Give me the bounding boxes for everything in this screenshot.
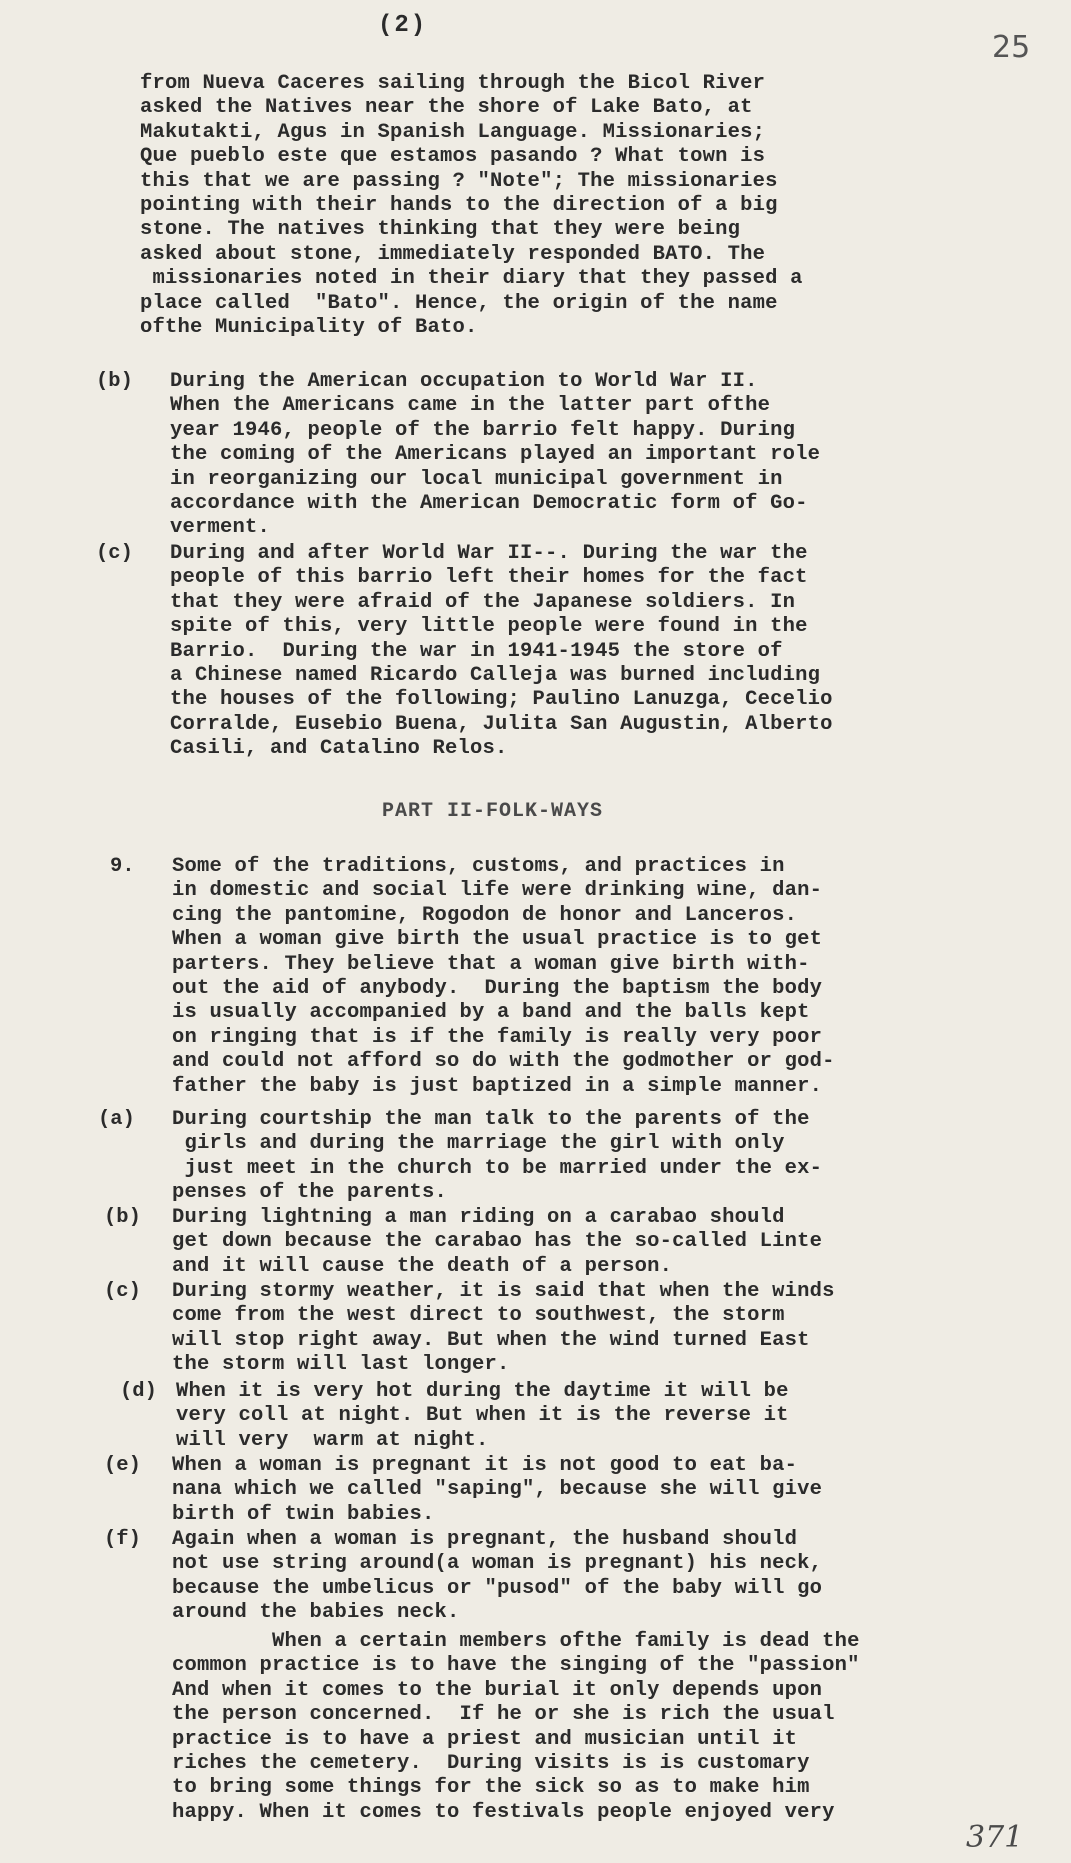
handwritten-page-stamp: 371 (966, 1820, 1024, 1855)
text-line: around the babies neck. (172, 1601, 460, 1625)
text-line: accordance with the American Democratic form of Go- (170, 492, 808, 516)
text-line: penses of the parents. (172, 1181, 448, 1205)
text-line: When a woman is pregnant it is not good to eat ba- (172, 1454, 798, 1477)
text-line: common practice is to have the singing of the "passion" (172, 1654, 860, 1678)
text-line: asked about stone, immediately responded BATO. The (140, 242, 766, 266)
folk-item-text (172, 1280, 1002, 1378)
text-line: happy. When it comes to festivals people enjoyed very (172, 1800, 835, 1824)
text-line: will very warm at night. (176, 1428, 489, 1452)
text-line: people of this barrio left their homes for the fact (170, 566, 808, 590)
folk-item-text (172, 1108, 1002, 1206)
text-line: is usually accompanied by a band and the balls kept (172, 1001, 810, 1025)
item-label: (a) (98, 1108, 135, 1131)
text-line: asked the Natives near the shore of Lake Bato, at (140, 96, 753, 120)
text-line: When it is very hot during the daytime it will be (176, 1380, 789, 1403)
text-line: not use string around(a woman is pregnant) his neck, (172, 1552, 823, 1576)
text-line: During the American occupation to World War II. (170, 370, 758, 393)
closing-paragraph (172, 1630, 1002, 1825)
text-line: During lightning a man riding on a carabao should (172, 1206, 785, 1229)
text-line: stone. The natives thinking that they were being (140, 218, 741, 242)
text-line: riches the cemetery. During visits is is customary (172, 1752, 810, 1776)
item-label: (e) (104, 1454, 141, 1477)
item-label: (b) (104, 1206, 141, 1229)
text-line: During courtship the man talk to the parents of the (172, 1108, 810, 1131)
text-line: When the Americans came in the latter part ofthe (170, 394, 771, 418)
text-line: the storm will last longer. (172, 1353, 510, 1377)
intro-paragraph (140, 72, 970, 340)
text-line: just meet in the church to be married under the ex- (172, 1156, 823, 1180)
item-label: 9. (110, 855, 135, 878)
text-line: to bring some things for the sick so as to make him (172, 1776, 810, 1800)
part-heading: PART II-FOLK-WAYS (382, 800, 604, 823)
text-line: in domestic and social life were drinking wine, dan- (172, 879, 823, 903)
text-line: Casili, and Catalino Relos. (170, 737, 508, 761)
text-line: cing the pantomine, Rogodon de honor and Lanceros. (172, 903, 798, 927)
text-line: because the umbelicus or "pusod" of the baby will go (172, 1576, 823, 1600)
text-line: nana which we called "saping", because she will give (172, 1478, 823, 1502)
text-line: in reorganizing our local municipal government in (170, 467, 783, 491)
text-line: girls and during the marriage the girl with only (172, 1132, 785, 1156)
text-line: ofthe Municipality of Bato. (140, 316, 478, 340)
text-line: out the aid of anybody. During the baptism the body (172, 977, 823, 1001)
text-line: spite of this, very little people were found in the (170, 615, 808, 639)
text-line: and it will cause the death of a person. (172, 1254, 673, 1278)
item-label: (f) (104, 1528, 141, 1551)
text-line: birth of twin babies. (172, 1502, 435, 1526)
text-line: When a certain members ofthe family is dead the (172, 1630, 860, 1653)
text-line: place called "Bato". Hence, the origin of the name (140, 291, 778, 315)
text-line: from Nueva Caceres sailing through the Bicol River (140, 72, 766, 95)
item-label: (d) (120, 1380, 157, 1403)
text-line: a Chinese named Ricardo Calleja was burned including (170, 664, 821, 688)
text-line: practice is to have a priest and musician until it (172, 1727, 798, 1751)
folk-item-text (172, 1206, 1002, 1279)
folk-item-text (172, 1454, 1002, 1527)
text-line: that they were afraid of the Japanese soldiers. In (170, 590, 796, 614)
text-line: parters. They believe that a woman give birth with- (172, 952, 810, 976)
folkways-text (172, 855, 1002, 1099)
text-line: And when it comes to the burial it only depends upon (172, 1678, 823, 1702)
text-line: father the baby is just baptized in a simple manner. (172, 1074, 823, 1098)
text-line: the person concerned. If he or she is rich the usual (172, 1703, 835, 1727)
text-line: Que pueblo este que estamos pasando ? What town is (140, 145, 766, 169)
text-line: and could not afford so do with the godmother or god- (172, 1050, 835, 1074)
text-line: missionaries noted in their diary that they passed a (140, 267, 803, 291)
text-line: come from the west direct to southwest, the storm (172, 1304, 785, 1328)
text-line: During and after World War II--. During the war the (170, 542, 808, 565)
item-label: (b) (96, 370, 133, 393)
text-line: very coll at night. But when it is the reverse it (176, 1404, 789, 1428)
text-line: will stop right away. But when the wind turned East (172, 1328, 810, 1352)
folk-item-text (172, 1528, 1002, 1626)
text-line: verment. (170, 516, 271, 540)
text-line: When a woman give birth the usual practice is to get (172, 928, 823, 952)
text-line: year 1946, people of the barrio felt happy. During (170, 418, 796, 442)
item-label: (c) (104, 1280, 141, 1303)
text-line: the coming of the Americans played an important role (170, 443, 821, 467)
text-line: Again when a woman is pregnant, the husband should (172, 1528, 798, 1551)
text-line: pointing with their hands to the direction of a big (140, 194, 778, 218)
item-label: (c) (96, 542, 133, 565)
text-line: Corralde, Eusebio Buena, Julita San Augustin, Alberto (170, 712, 833, 736)
text-line: get down because the carabao has the so-called Linte (172, 1230, 823, 1254)
text-line: Makutakti, Agus in Spanish Language. Missionaries; (140, 120, 766, 144)
text-line: on ringing that is if the family is really very poor (172, 1025, 823, 1049)
folk-item-text (176, 1380, 1006, 1453)
folio-number: 25 (992, 30, 1031, 65)
text-line: During stormy weather, it is said that when the winds (172, 1280, 835, 1303)
page-number: (2) (378, 12, 428, 39)
text-line: Barrio. During the war in 1941-1945 the store of (170, 639, 783, 663)
text-line: this that we are passing ? "Note"; The missionaries (140, 169, 778, 193)
text-line: the houses of the following; Paulino Lanuzga, Cecelio (170, 688, 833, 712)
history-item-text (170, 542, 1000, 762)
history-item-text (170, 370, 1000, 541)
text-line: Some of the traditions, customs, and practices in (172, 855, 785, 878)
